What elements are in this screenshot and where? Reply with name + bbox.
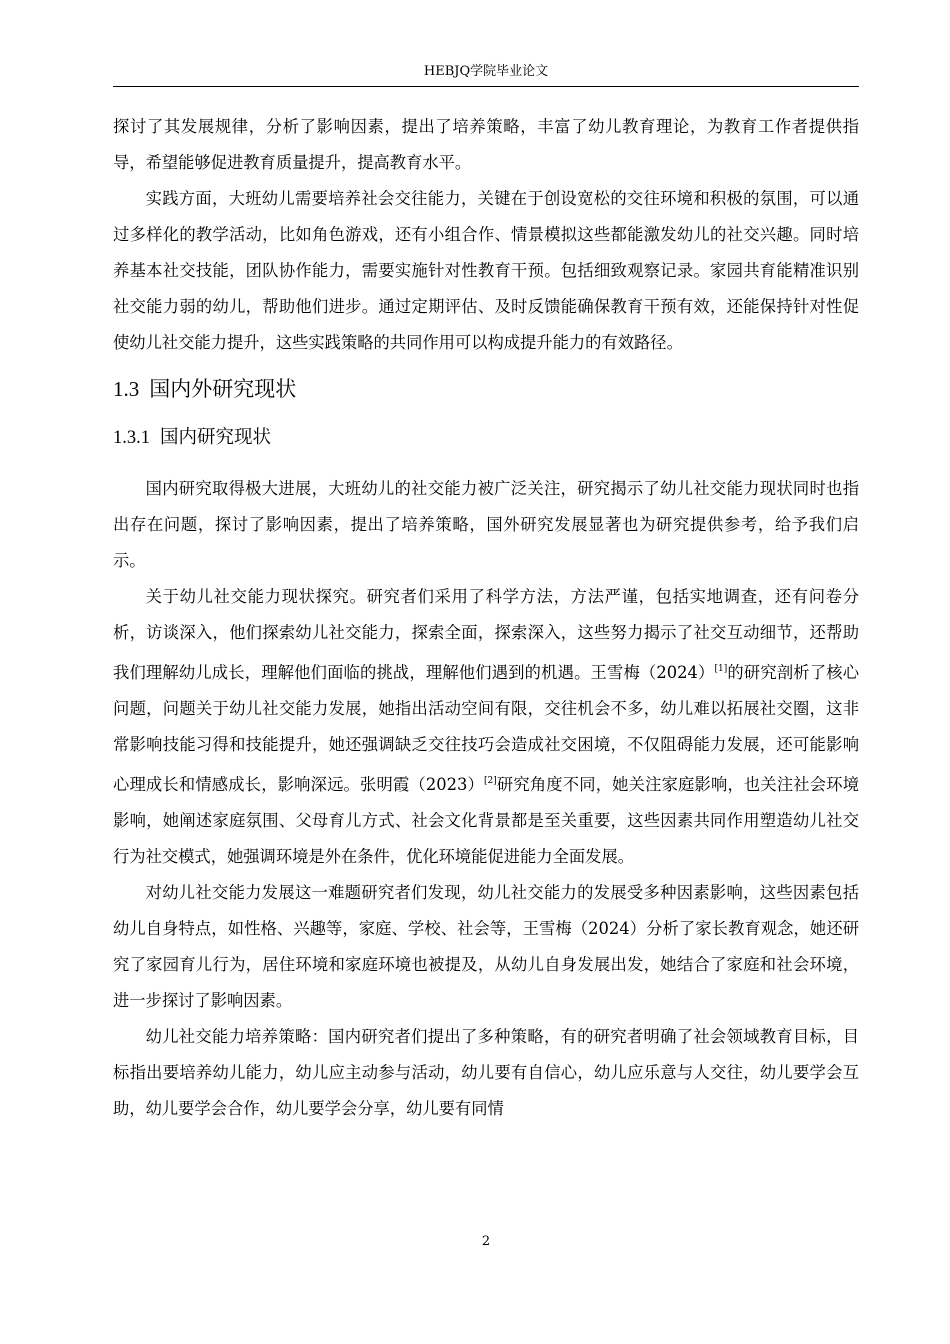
paragraph: 探讨了其发展规律，分析了影响因素，提出了培养策略，丰富了幼儿教育理论，为教育工作者提供指导，希望能够促进教育质量提升，提高教育水平。 <box>113 117 859 172</box>
subsection-title: 国内研究现状 <box>160 427 272 448</box>
document-body <box>113 109 859 1127</box>
paragraph-text: 的研究剖析了核心问题，问题关于幼儿社交能力发展，她指出活动空间有限，交往机会不多，幼儿难以拓展社交圈，这非常影响技能习得和技能提升，她还强调缺乏交往技巧会造成社交困境，不仅阻碍能力发展，还可能影响心理成长和情感成长，影响深远。张明霞（2023） <box>113 663 859 794</box>
paragraph-text: 研究角度不同，她关注家庭影响，也关注社会环境影响，她阐述家庭氛围、父母育儿方式、社会文化背景都是至关重要，这些因素共同作用塑造幼儿社交行为社交模式，她强调环境是外在条件，优化环境能促进能力全面发展。 <box>113 775 859 866</box>
paragraph: 对幼儿社交能力发展这一难题研究者们发现，幼儿社交能力的发展受多种因素影响，这些因素包括幼儿自身特点，如性格、兴趣等，家庭、学校、社会等，王雪梅（2024）分析了家长教育观念，她还研究了家园育儿行为，居住环境和家庭环境也被提及，从幼儿自身发展出发，她结合了家庭和社会环境，进一步探讨了影响因素。 <box>113 883 859 1010</box>
header-divider <box>113 86 859 87</box>
paragraph: 实践方面，大班幼儿需要培养社会交往能力，关键在于创设宽松的交往环境和积极的氛围，可以通过多样化的教学活动，比如角色游戏，还有小组合作、情景模拟这些都能激发幼儿的社交兴趣。同时培养基本社交技能，团队协作能力，需要实施针对性教育干预。包括细致观察记录。家园共育能精准识别社交能力弱的幼儿，帮助他们进步。通过定期评估、及时反馈能确保教育干预有效，还能保持针对性促使幼儿社交能力提升，这些实践策略的共同作用可以构成提升能力的有效路径。 <box>113 189 859 352</box>
section-number: 1.3 <box>113 377 140 401</box>
section-title: 国内外研究现状 <box>149 377 297 401</box>
page-number: 2 <box>481 1234 491 1249</box>
paragraph: 国内研究取得极大进展，大班幼儿的社交能力被广泛关注，研究揭示了幼儿社交能力现状同时也指出存在问题，探讨了影响因素，提出了培养策略，国外研究发展显著也为研究提供参考，给予我们启示。 <box>113 479 859 570</box>
subsection-number: 1.3.1 <box>113 428 150 448</box>
paragraph <box>113 579 859 875</box>
citation-reference: [1] <box>714 664 728 674</box>
section-heading <box>113 375 859 403</box>
page-header: HEBJQ学院毕业论文 <box>423 64 549 79</box>
paragraph-text: 关于幼儿社交能力现状探究。研究者们采用了科学方法，方法严谨，包括实地调查，还有问卷分析，访谈深入，他们探索幼儿社交能力，探索全面，探索深入，这些努力揭示了社交互动细节，还帮助我们理解幼儿成长，理解他们面临的挑战，理解他们遇到的机遇。王雪梅（2024） <box>113 587 859 682</box>
citation-reference: [2] <box>483 776 497 786</box>
subsection-heading <box>113 425 859 451</box>
paragraph: 幼儿社交能力培养策略：国内研究者们提出了多种策略，有的研究者明确了社会领域教育目标，目标指出要培养幼儿能力，幼儿应主动参与活动，幼儿要有自信心，幼儿应乐意与人交往，幼儿要学会互助，幼儿要学会合作，幼儿要学会分享，幼儿要有同情 <box>113 1027 859 1118</box>
